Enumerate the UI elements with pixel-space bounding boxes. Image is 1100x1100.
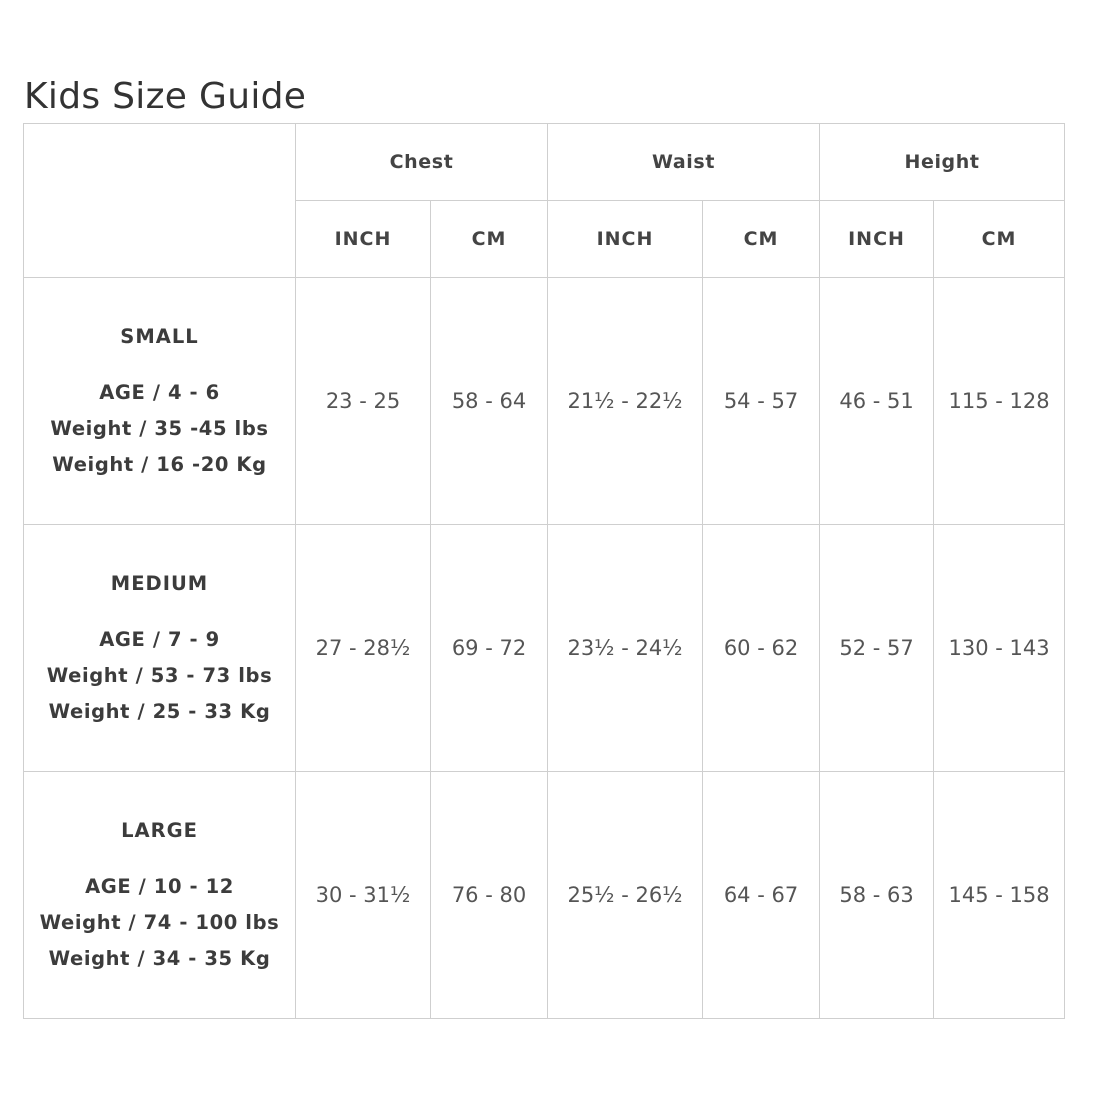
height-cm-value: 130 - 143 bbox=[934, 525, 1065, 772]
height-cm-value: 115 - 128 bbox=[934, 278, 1065, 525]
size-weight-lbs: Weight / 35 -45 lbs bbox=[50, 417, 269, 440]
height-cm-value: 145 - 158 bbox=[934, 772, 1065, 1019]
height-cm-header: CM bbox=[934, 201, 1065, 278]
size-age: AGE / 10 - 12 bbox=[85, 875, 234, 898]
size-label-cell bbox=[24, 772, 296, 1019]
group-header-row bbox=[24, 124, 1065, 201]
table-row bbox=[24, 772, 1065, 1019]
size-guide-table bbox=[23, 123, 1065, 1019]
chest-cm-value: 69 - 72 bbox=[431, 525, 548, 772]
corner-cell bbox=[24, 124, 296, 278]
size-age: AGE / 4 - 6 bbox=[99, 381, 220, 404]
chest-inch-value: 27 - 28½ bbox=[296, 525, 431, 772]
size-label-cell bbox=[24, 278, 296, 525]
size-weight-kg: Weight / 34 - 35 Kg bbox=[48, 947, 271, 970]
size-label-cell bbox=[24, 525, 296, 772]
size-weight-kg: Weight / 16 -20 Kg bbox=[52, 453, 267, 476]
waist-header: Waist bbox=[548, 124, 820, 201]
table-row bbox=[24, 278, 1065, 525]
waist-cm-value: 54 - 57 bbox=[703, 278, 820, 525]
waist-inch-header: INCH bbox=[548, 201, 703, 278]
chest-inch-value: 23 - 25 bbox=[296, 278, 431, 525]
waist-inch-value: 23½ - 24½ bbox=[548, 525, 703, 772]
waist-cm-value: 60 - 62 bbox=[703, 525, 820, 772]
size-name: SMALL bbox=[120, 325, 199, 348]
waist-cm-value: 64 - 67 bbox=[703, 772, 820, 1019]
page-title: Kids Size Guide bbox=[24, 76, 307, 117]
waist-inch-value: 25½ - 26½ bbox=[548, 772, 703, 1019]
size-name: MEDIUM bbox=[110, 572, 209, 595]
waist-inch-value: 21½ - 22½ bbox=[548, 278, 703, 525]
height-inch-value: 46 - 51 bbox=[820, 278, 934, 525]
chest-inch-value: 30 - 31½ bbox=[296, 772, 431, 1019]
height-inch-header: INCH bbox=[820, 201, 934, 278]
size-weight-kg: Weight / 25 - 33 Kg bbox=[48, 700, 271, 723]
size-name: LARGE bbox=[121, 819, 198, 842]
chest-header: Chest bbox=[296, 124, 548, 201]
height-inch-value: 58 - 63 bbox=[820, 772, 934, 1019]
height-header: Height bbox=[820, 124, 1065, 201]
size-age: AGE / 7 - 9 bbox=[99, 628, 220, 651]
chest-cm-value: 76 - 80 bbox=[431, 772, 548, 1019]
size-weight-lbs: Weight / 53 - 73 lbs bbox=[46, 664, 273, 687]
height-inch-value: 52 - 57 bbox=[820, 525, 934, 772]
table-row bbox=[24, 525, 1065, 772]
waist-cm-header: CM bbox=[703, 201, 820, 278]
chest-inch-header: INCH bbox=[296, 201, 431, 278]
chest-cm-value: 58 - 64 bbox=[431, 278, 548, 525]
size-weight-lbs: Weight / 74 - 100 lbs bbox=[39, 911, 280, 934]
chest-cm-header: CM bbox=[431, 201, 548, 278]
